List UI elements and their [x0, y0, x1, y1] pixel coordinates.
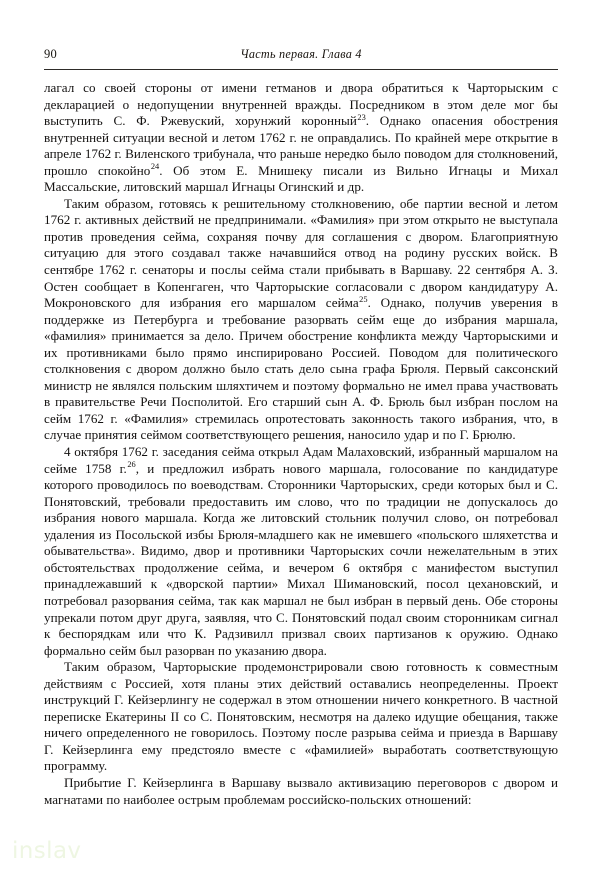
body-text-block: [44, 80, 558, 808]
paragraph-text: лагал со своей стороны от имени гетманов и двора обратиться к Чарторыским с декларацией о недопущении внутренней вражды. Посредником в этом деле мог бы выступить С. Ф. Ржевуский, хорунжий коронный: [44, 80, 558, 129]
paragraph-text: 4 октября 1762 г. заседания сейма открыл Адам Малаховский, избранный маршалом на сейме 1758 г.: [44, 444, 558, 476]
paragraph: [44, 775, 558, 808]
running-head-title: Часть первая. Глава 4: [240, 47, 362, 61]
paragraph-text: Таким образом, готовясь к решительному столкновению, обе партии весной и летом 1762 г. активных действий не предпринимали. «Фамилия» при этом открыто не выступала против проведения сейма, сохраняя почву для соглашения с двором. Благоприятную ситуацию для этого создавал также начавшийся отвод на родину русских войск. В сентябре 1762 г. сенаторы и послы сейма стали прибывать в Варшаву. 22 сентября А. З. Остен сообщает в Копенгаген, что Чарторыские согласовали с двором кандидатуру А. Мокроновского для избрания его маршалом сейма: [44, 195, 558, 311]
paragraph-text: . Об этом Е. Мнишеку писали из Вильно Игнацы и Михал Массальские, литовский маршал Игнацы Огинский и др.: [44, 162, 559, 195]
paragraph-text: , и предложил избрать нового маршала, голосование по кандидатуре которого проводилось по воеводствам. Сторонники Чарторыских, среди которых был и С. Понятовский, требовали предоставить им слово, что по традиции не допускалось до избрания нового маршала. Когда же литовский стольник получил слово, он потребовал удаления из Посольской избы Брюля-младшего как не имевшего «польского шляхетства и обывательства». Видимо, двор и противники Чарторыских сочли нежелательным в этих обстоятельствах продолжение сейма, и вечером 6 октября с манифестом выступил принадлежавший к «дворской партии» Михал Шимановский, посол цехановский, и потребовал разорвания сейма, так как маршал не был избран в первый день. Обе стороны упрекали потом друг друга, заявляя, что С. Понятовский подал своим сторонникам сигнал к беспорядкам или что К. Радзивилл призвал своих партизанов к оружию. Однако формально сейм был разорван по указанию двора.: [44, 460, 558, 658]
running-head: [44, 46, 558, 64]
footnote-marker-26[interactable]: 26: [127, 460, 136, 470]
footnote-marker-24[interactable]: 24: [150, 162, 160, 172]
paragraph: [44, 659, 558, 775]
paragraph-text: . Однако опасения обострения внутренней ситуации весной и летом 1762 г. не оправдались. По крайней мере открытие в апреле 1762 г. Виленского трибунала, что раньше нередко было поводом для столкновений, прошло спокойно: [44, 113, 559, 178]
paragraph: [44, 444, 558, 659]
paragraph-text: Прибытие Г. Кейзерлинга в Варшаву вызвало активизацию переговоров с двором и магнатами по наиболее острым проблемам российско-польских отношений:: [44, 774, 558, 807]
watermark-inslav: inslav: [12, 838, 82, 864]
paragraph-text: . Однако, получив уверения в поддержке из Петербурга и требование разорвать сейм еще до избрания маршала, «фамилия» принимается за дело. Причем обострение конфликта между Чарторыскими и их противниками было прямо инспирировано Россией. Поводом для политического столкновения с двором должно было стать дело сына графа Брюля. Первый саксонский министр не являлся польским шляхтичем и поэтому формально не имел права участвовать в правительстве Речи Посполитой. Его старший сын А. Ф. Брюль был избран послом на сейм 1762 г. «Фамилия» стремилась опротестовать законность такого избрания, что, в случае принятия сеймом соответствующего решения, наносило удар и по Г. Брюлю.: [44, 295, 558, 443]
page-number: 90: [44, 47, 57, 61]
footnote-marker-25[interactable]: 25: [359, 294, 368, 304]
paragraph-text: Таким образом, Чарторыские продемонстрировали свою готовность к совместным действиям с Россией, хотя планы этих действий оставались неопределенны. Проект инструкций Г. Кейзерлингу не содержал в этом отношении ничего конкретного. В частной переписке Екатерины II со С. Понятовским, несмотря на далеко идущие обещания, также ничего определенного не говорилось. Поэтому после разрыва сейма и приезда в Варшаву Г. Кейзерлинга ему предстояло вместе с «фамилией» выработать соответствующую программу.: [44, 659, 558, 774]
paragraph: [44, 80, 558, 196]
paragraph: [44, 196, 558, 444]
header-rule: [44, 69, 558, 70]
footnote-marker-23[interactable]: 23: [357, 112, 366, 122]
